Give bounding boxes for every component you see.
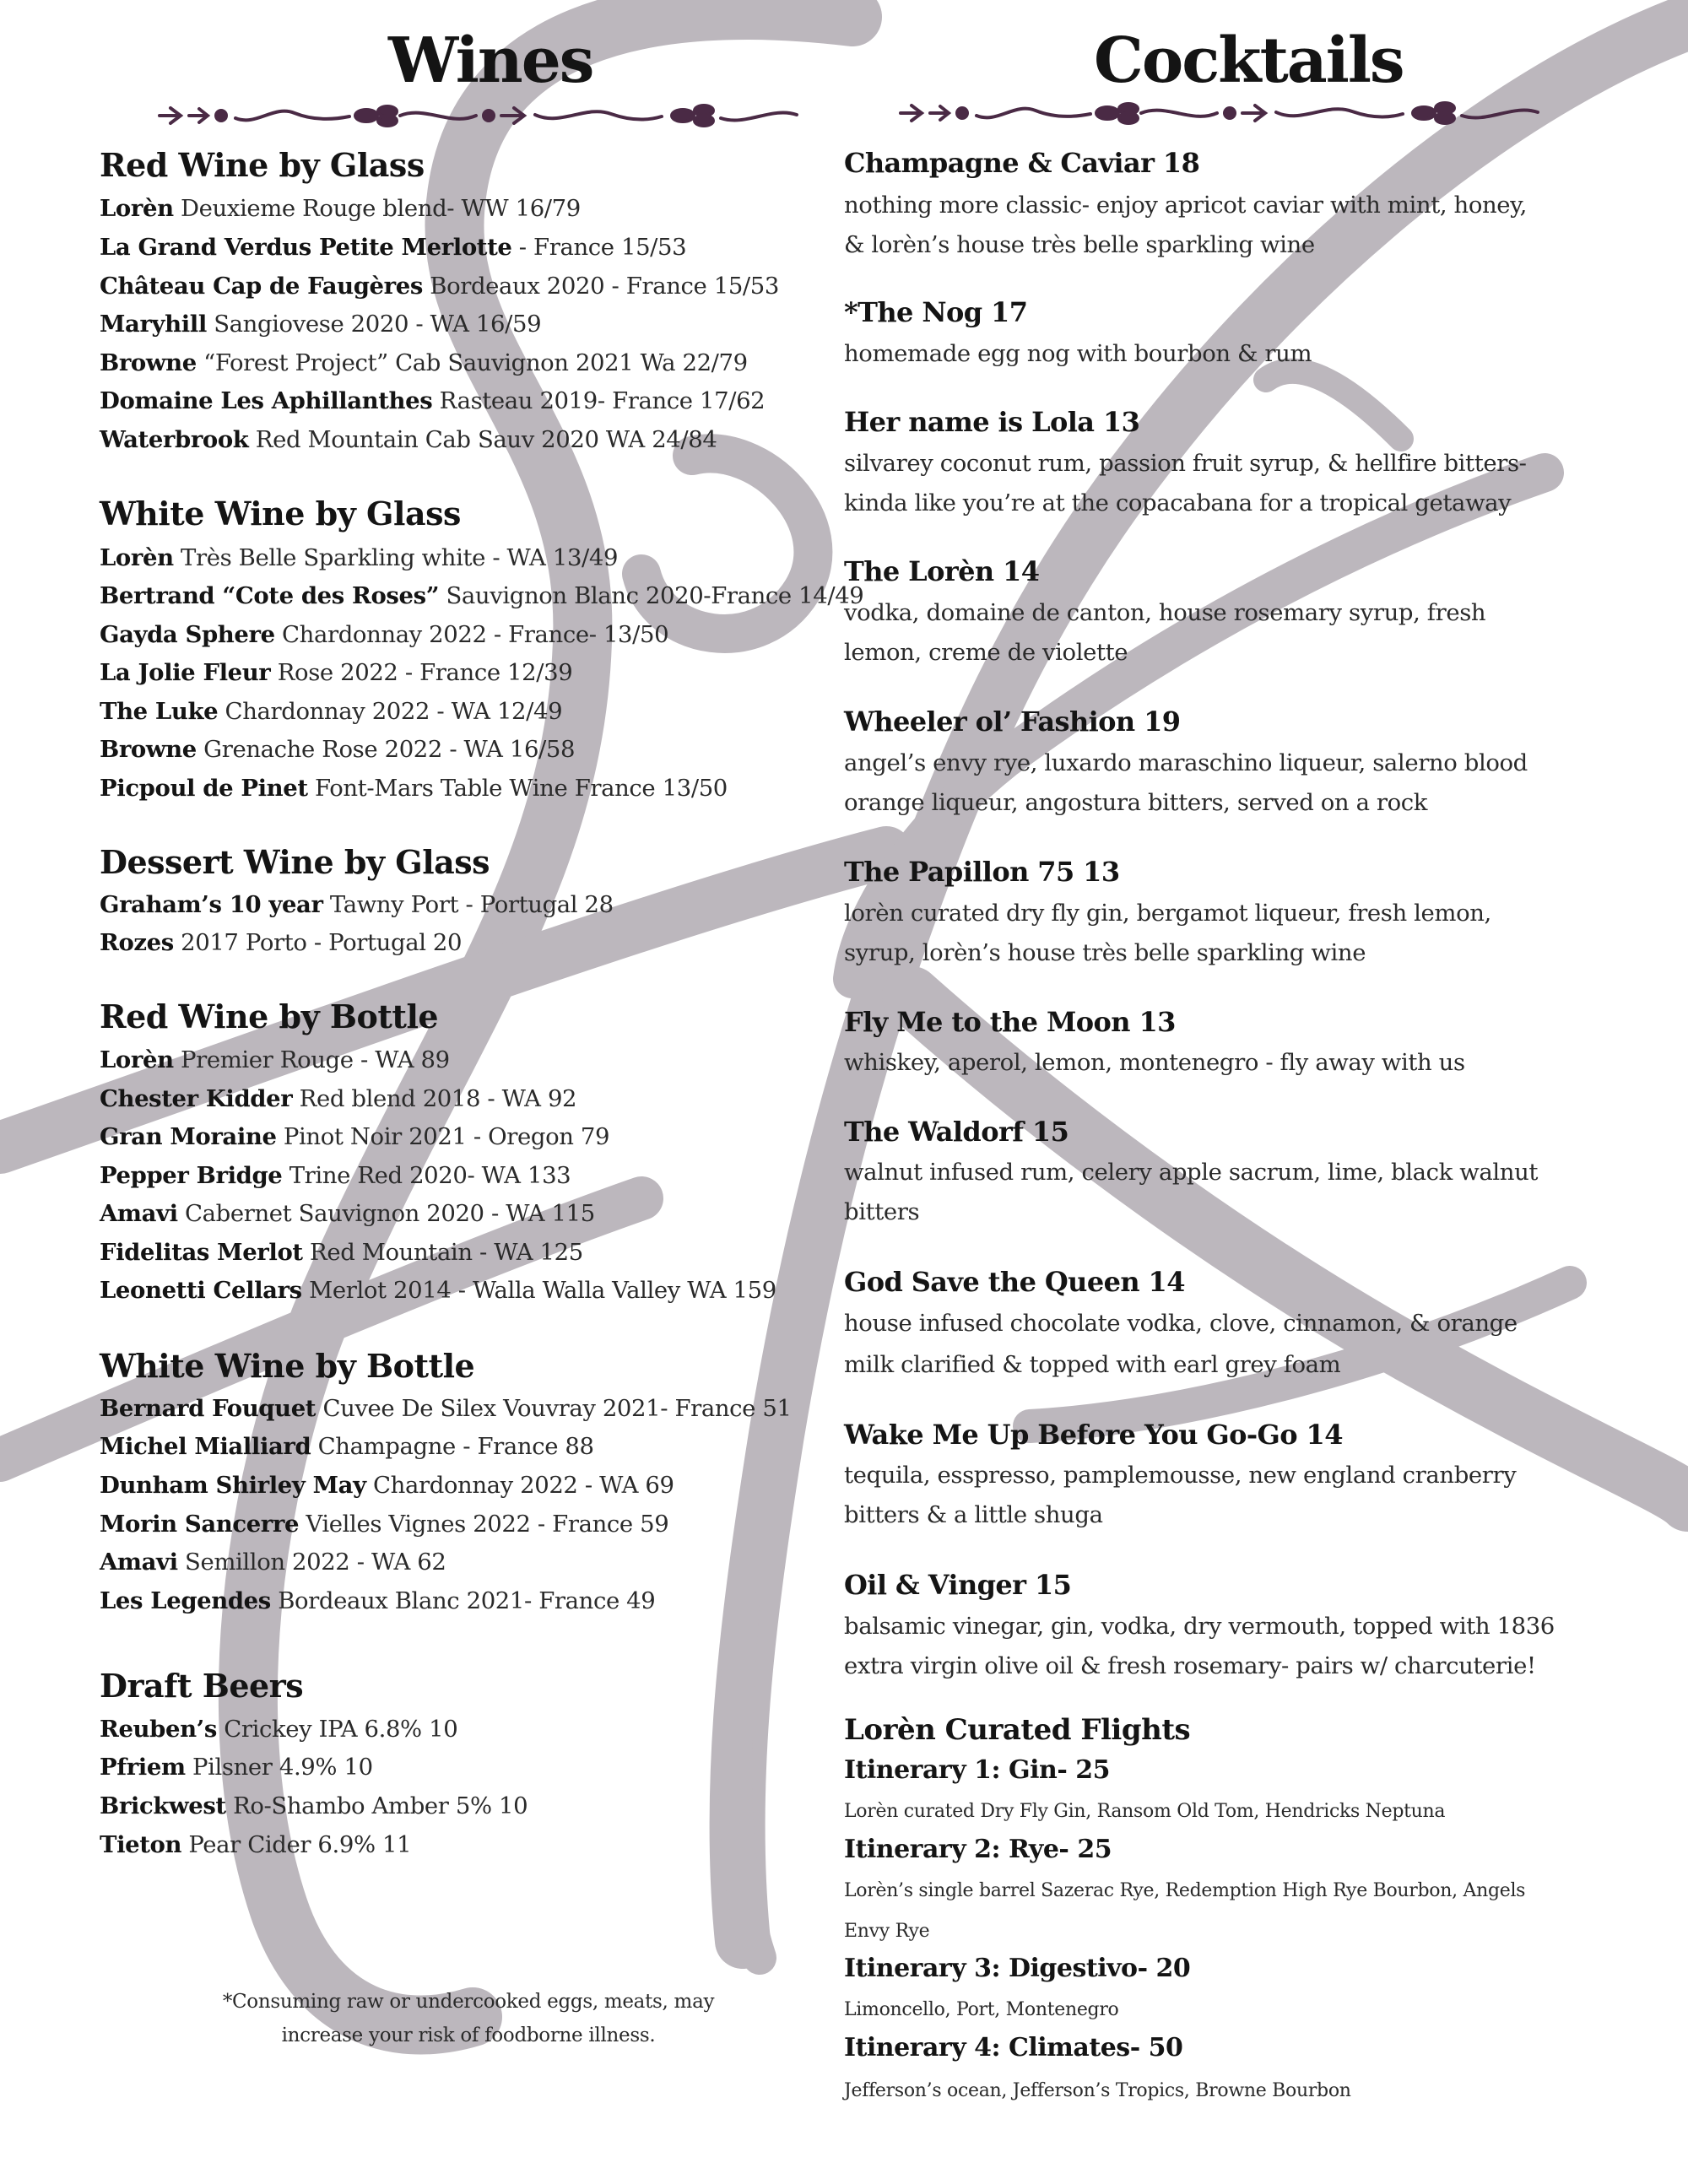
cocktail-desc: nothing more classic- enjoy apricot caviar with mint, honey, — [844, 192, 1528, 219]
list-item: Brickwest Ro-Shambo Amber 5% 10 — [100, 1792, 528, 1819]
cocktail-name: God Save the Queen 14 — [844, 1266, 1185, 1298]
list-item: Amavi Cabernet Sauvignon 2020 - WA 115 — [100, 1200, 595, 1227]
cocktail-name: The Papillon 75 13 — [844, 856, 1120, 888]
cocktail-name: Champagne & Caviar 18 — [844, 147, 1200, 179]
flight-name: Itinerary 4: Climates- 50 — [844, 2033, 1183, 2062]
list-item: Fidelitas Merlot Red Mountain - WA 125 — [100, 1239, 583, 1266]
cocktail-desc: house infused chocolate vodka, clove, cinnamon, & orange — [844, 1310, 1518, 1337]
cocktail-desc: syrup, lorèn’s house très belle sparkling wine — [844, 939, 1366, 966]
list-item: Maryhill Sangiovese 2020 - WA 16/59 — [100, 311, 542, 338]
list-item: Bertrand “Cote des Roses” Sauvignon Blanc 2020-France 14/49 — [100, 582, 864, 609]
list-item: Waterbrook Red Mountain Cab Sauv 2020 WA 24/84 — [100, 426, 717, 453]
wines-title: Wines — [388, 24, 593, 97]
list-item: Chester Kidder Red blend 2018 - WA 92 — [100, 1085, 577, 1112]
cocktail-name: Her name is Lola 13 — [844, 406, 1140, 438]
flight-desc: Limoncello, Port, Montenegro — [844, 1999, 1119, 2020]
cocktail-name: Wake Me Up Before You Go-Go 14 — [844, 1419, 1343, 1451]
list-item: Pfriem Pilsner 4.9% 10 — [100, 1754, 373, 1781]
cocktail-desc: walnut infused rum, celery apple sacrum, lime, black walnut — [844, 1159, 1539, 1186]
list-item: Picpoul de Pinet Font-Mars Table Wine France 13/50 — [100, 775, 728, 802]
list-item: Bernard Fouquet Cuvee De Silex Vouvray 2021- France 51 — [100, 1395, 792, 1422]
flight-name: Itinerary 2: Rye- 25 — [844, 1835, 1112, 1864]
list-item: Lorèn Deuxieme Rouge blend- WW 16/79 — [100, 195, 581, 222]
cocktail-name: *The Nog 17 — [844, 296, 1028, 328]
list-item: Château Cap de Faugères Bordeaux 2020 - France 15/53 — [100, 273, 779, 300]
list-item: Pepper Bridge Trine Red 2020- WA 133 — [100, 1162, 571, 1189]
cocktail-name: Fly Me to the Moon 13 — [844, 1006, 1176, 1038]
list-item: The Luke Chardonnay 2022 - WA 12/49 — [100, 698, 563, 725]
list-item: La Grand Verdus Petite Merlotte - France 15/53 — [100, 234, 687, 261]
cocktail-desc: lemon, creme de violette — [844, 639, 1128, 666]
list-item: Dunham Shirley May Chardonnay 2022 - WA 69 — [100, 1472, 674, 1499]
cocktail-name: The Lorèn 14 — [844, 555, 1040, 587]
section-heading: Draft Beers — [100, 1667, 304, 1705]
cocktail-desc: lorèn curated dry fly gin, bergamot liqueur, fresh lemon, — [844, 900, 1491, 927]
flight-desc: Jefferson’s ocean, Jefferson’s Tropics, Browne Bourbon — [844, 2080, 1351, 2101]
list-item: Graham’s 10 year Tawny Port - Portugal 28 — [100, 891, 614, 918]
cocktail-name: Oil & Vinger 15 — [844, 1569, 1072, 1601]
cocktails-title: Cocktails — [1094, 24, 1404, 97]
cocktail-desc: bitters — [844, 1198, 920, 1225]
list-item: Leonetti Cellars Merlot 2014 - Walla Walla Valley WA 159 — [100, 1277, 776, 1304]
cocktail-desc: homemade egg nog with bourbon & rum — [844, 340, 1312, 367]
cocktail-name: The Waldorf 15 — [844, 1116, 1069, 1148]
list-item: Browne “Forest Project” Cab Sauvignon 2021 Wa 22/79 — [100, 349, 748, 376]
cocktail-desc: vodka, domaine de canton, house rosemary syrup, fresh — [844, 599, 1486, 626]
flourish-divider-icon — [896, 99, 1555, 127]
flight-name: Itinerary 1: Gin- 25 — [844, 1755, 1110, 1785]
list-item: Rozes 2017 Porto - Portugal 20 — [100, 929, 463, 956]
list-item: Gayda Sphere Chardonnay 2022 - France- 13/50 — [100, 621, 669, 648]
list-item: Les Legendes Bordeaux Blanc 2021- France 49 — [100, 1587, 656, 1614]
list-item: Lorèn Premier Rouge - WA 89 — [100, 1046, 450, 1073]
cocktail-desc: orange liqueur, angostura bitters, served on a rock — [844, 789, 1428, 816]
cocktail-desc: bitters & a little shuga — [844, 1501, 1103, 1528]
cocktail-desc: milk clarified & topped with earl grey foam — [844, 1351, 1341, 1378]
allergy-footnote — [186, 1985, 751, 2052]
section-heading: White Wine by Bottle — [100, 1347, 475, 1385]
list-item: Browne Grenache Rose 2022 - WA 16/58 — [100, 736, 576, 763]
section-heading: White Wine by Glass — [100, 495, 461, 532]
flight-desc: Envy Rye — [844, 1921, 930, 1942]
list-item: Reuben’s Crickey IPA 6.8% 10 — [100, 1716, 458, 1743]
flight-desc: Lorèn’s single barrel Sazerac Rye, Redemption High Rye Bourbon, Angels — [844, 1880, 1526, 1901]
list-item: Morin Sancerre Vielles Vignes 2022 - France 59 — [100, 1511, 669, 1538]
flourish-divider-icon — [155, 101, 814, 130]
cocktail-desc: balsamic vinegar, gin, vodka, dry vermouth, topped with 1836 — [844, 1613, 1555, 1640]
list-item: La Jolie Fleur Rose 2022 - France 12/39 — [100, 659, 573, 686]
list-item: Gran Moraine Pinot Noir 2021 - Oregon 79 — [100, 1123, 610, 1150]
section-heading: Dessert Wine by Glass — [100, 843, 490, 881]
cocktail-desc: silvarey coconut rum, passion fruit syrup, & hellfire bitters- — [844, 450, 1527, 477]
flight-desc: Lorèn curated Dry Fly Gin, Ransom Old Tom, Hendricks Neptuna — [844, 1801, 1446, 1822]
cocktail-name: Wheeler ol’ Fashion 19 — [844, 705, 1181, 738]
list-item: Lorèn Très Belle Sparkling white - WA 13/49 — [100, 544, 619, 571]
footnote-line: *Consuming raw or undercooked eggs, meats, may — [222, 1991, 715, 2013]
cocktail-desc: whiskey, aperol, lemon, montenegro - fly away with us — [844, 1049, 1465, 1076]
section-heading: Red Wine by Bottle — [100, 997, 439, 1035]
list-item: Domaine Les Aphillanthes Rasteau 2019- France 17/62 — [100, 387, 766, 414]
cocktail-desc: extra virgin olive oil & fresh rosemary- pairs w/ charcuterie! — [844, 1652, 1536, 1679]
cocktail-desc: angel’s envy rye, luxardo maraschino liqueur, salerno blood — [844, 749, 1528, 776]
cocktail-desc: & lorèn’s house très belle sparkling wine — [844, 231, 1315, 258]
cocktail-desc: tequila, esspresso, pamplemousse, new england cranberry — [844, 1462, 1517, 1489]
list-item: Amavi Semillon 2022 - WA 62 — [100, 1549, 446, 1576]
footnote-line: increase your risk of foodborne illness. — [281, 2025, 656, 2046]
section-heading: Red Wine by Glass — [100, 146, 425, 184]
list-item: Michel Mialliard Champagne - France 88 — [100, 1433, 594, 1460]
list-item: Tieton Pear Cider 6.9% 11 — [100, 1831, 412, 1858]
cocktail-desc: kinda like you’re at the copacabana for a tropical getaway — [844, 489, 1512, 516]
flights-heading: Lorèn Curated Flights — [844, 1713, 1191, 1747]
flight-name: Itinerary 3: Digestivo- 20 — [844, 1954, 1191, 1983]
